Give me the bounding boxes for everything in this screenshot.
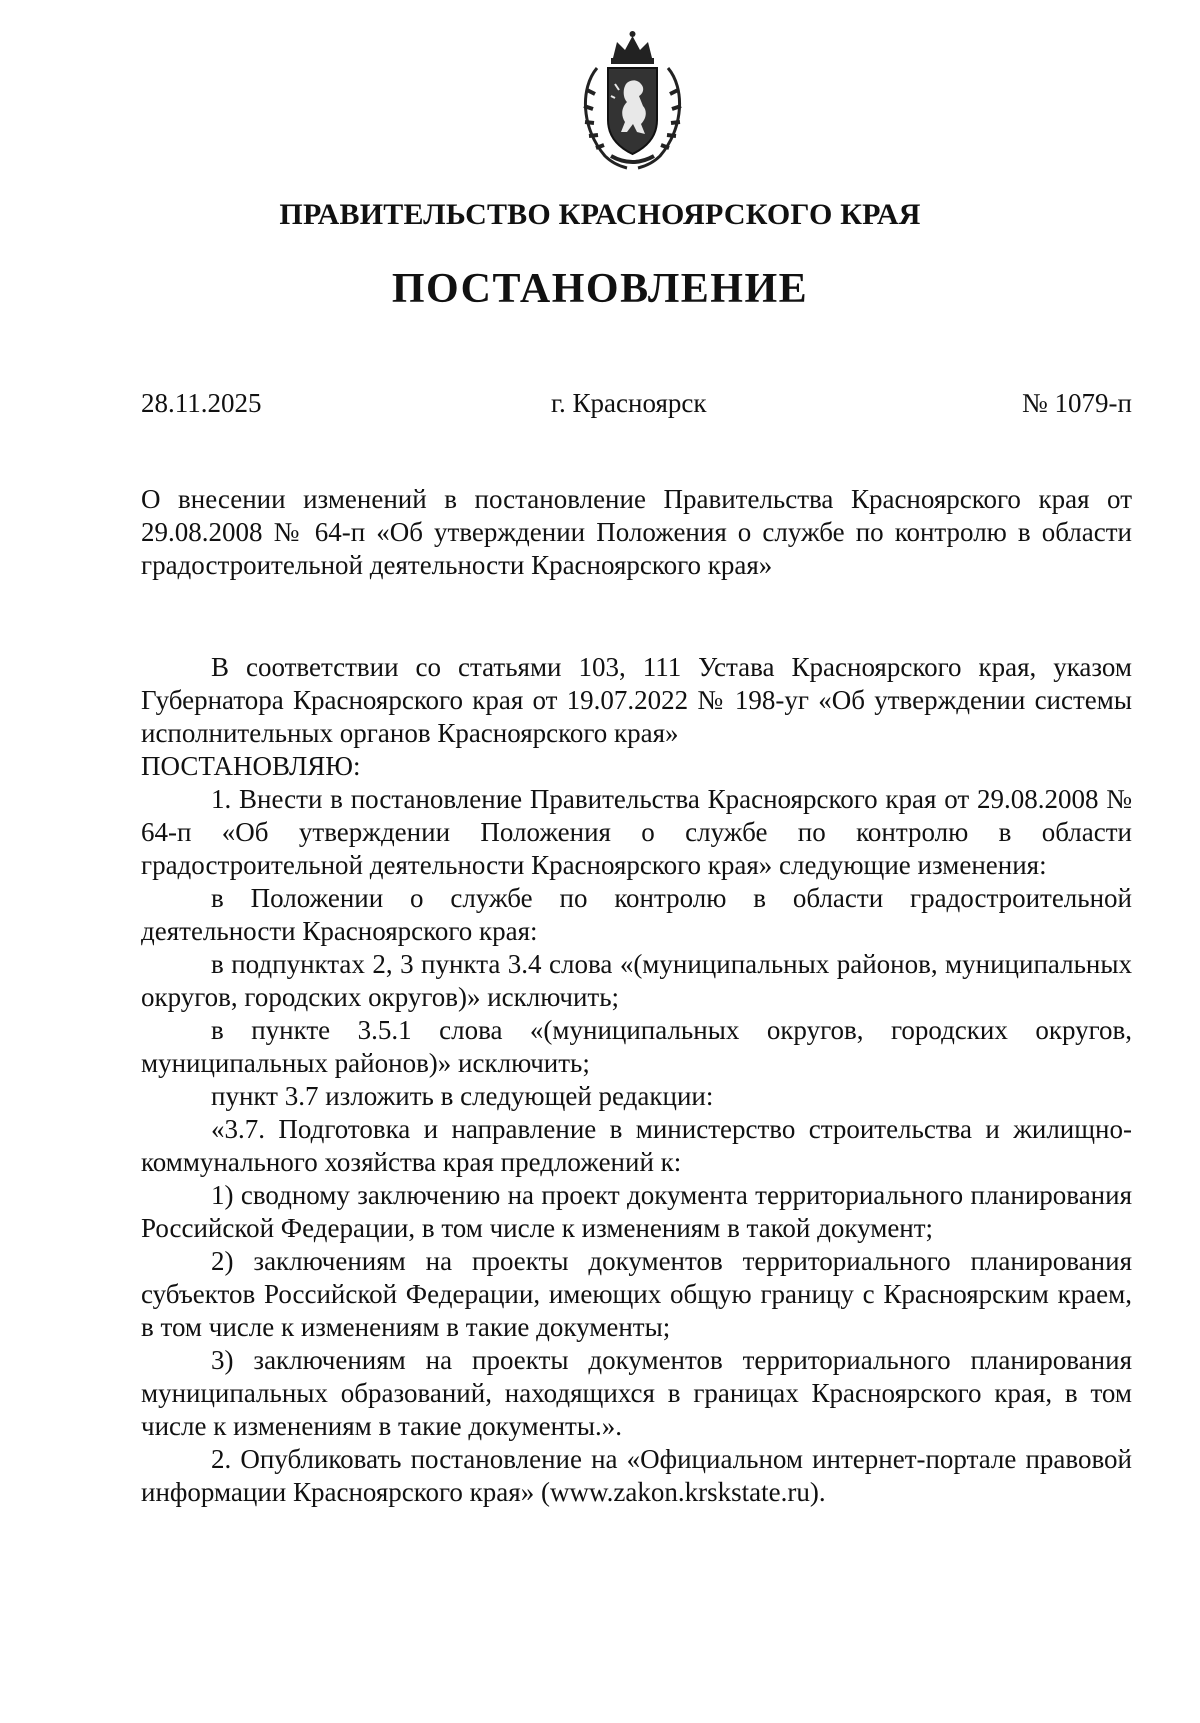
body-paragraph: 3) заключениям на проекты документов территориального планирования муниципальных образований, находящихся в границах Красноярского края, в том числе к изменениям в такие документы.». xyxy=(141,1345,1132,1441)
body-paragraph: 2. Опубликовать постановление на «Официальном интернет-портале правовой информации Красноярского края» (www.zakon.krskstate.ru). xyxy=(141,1444,1132,1507)
decree-word: ПОСТАНОВЛЯЮ: xyxy=(141,751,361,781)
document-body xyxy=(141,651,1132,1509)
government-title: ПРАВИТЕЛЬСТВО КРАСНОЯРСКОГО КРАЯ xyxy=(279,198,921,231)
preamble-paragraph: В соответствии со статьями 103, 111 Устава Красноярского края, указом Губернатора Красноярского края от 19.07.2022 № 198-уг «Об утверждении системы исполнительных органов Красноярского края» xyxy=(141,652,1132,748)
document-type-title: ПОСТАНОВЛЕНИЕ xyxy=(391,266,809,312)
document-subject: О внесении изменений в постановление Правительства Красноярского края от 29.08.2008 № 64-п «Об утверждении Положения о службе по контролю в области градостроительной деятельности Красноярского края» xyxy=(141,484,1132,580)
body-paragraph: в подпунктах 2, 3 пункта 3.4 слова «(муниципальных районов, муниципальных округов, городских округов)» исключить; xyxy=(141,949,1132,1012)
body-paragraph: «3.7. Подготовка и направление в министерство строительства и жилищно-коммунального хозяйства края предложений к: xyxy=(141,1114,1132,1177)
document-city: г. Красноярск xyxy=(551,388,707,418)
body-paragraph: пункт 3.7 изложить в следующей редакции: xyxy=(211,1081,714,1111)
document-number: № 1079-п xyxy=(1022,388,1132,418)
document-date: 28.11.2025 xyxy=(141,388,262,418)
krasnoyarsk-coat-of-arms-icon xyxy=(575,28,690,170)
body-paragraph: 2) заключениям на проекты документов территориального планирования субъектов Российской Федерации, имеющих общую границу с Красноярским краем, в том числе к изменениям в такие документы; xyxy=(141,1246,1132,1342)
document-meta-row xyxy=(141,388,1132,419)
body-paragraph: 1. Внести в постановление Правительства Красноярского края от 29.08.2008 № 64-п «Об утверждении Положения о службе по контролю в области градостроительной деятельности Красноярского края» следующие изменения: xyxy=(141,784,1132,880)
body-paragraph: в пункте 3.5.1 слова «(муниципальных округов, городских округов, муниципальных районов)» исключить; xyxy=(141,1015,1132,1078)
body-paragraph: в Положении о службе по контролю в области градостроительной деятельности Красноярского края: xyxy=(141,883,1132,946)
body-paragraph: 1) сводному заключению на проект документа территориального планирования Российской Федерации, в том числе к изменениям в такой документ; xyxy=(141,1180,1132,1243)
